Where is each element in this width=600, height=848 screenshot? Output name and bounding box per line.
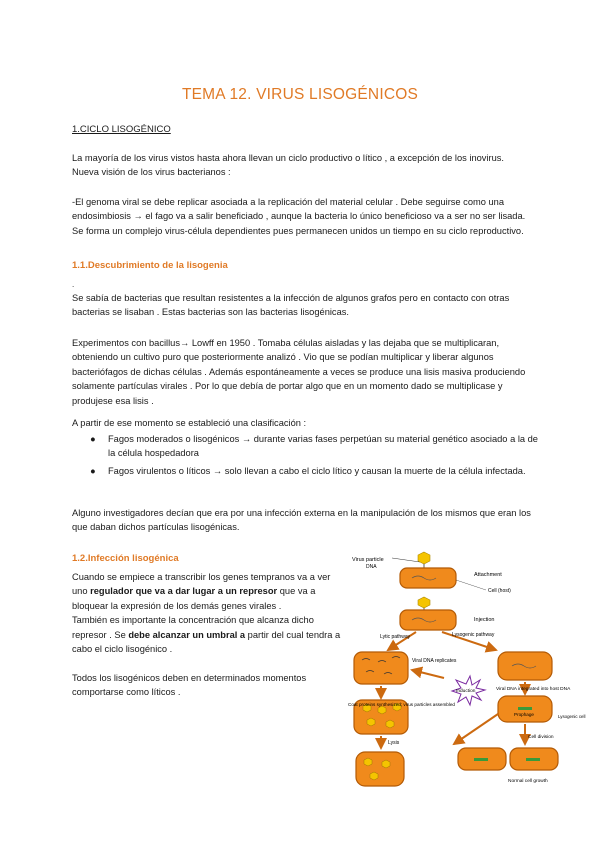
intro-paragraph (72, 151, 542, 180)
text-line: cabo el ciclo lisogénico . (72, 644, 173, 655)
subsection-heading-infeccion: 1.2.Infección lisogénica (72, 553, 179, 564)
virus-particle-icon (418, 597, 430, 608)
label-viral-dna-replicates: Viral DNA replicates (412, 658, 457, 664)
cell-lysis (356, 752, 404, 786)
text-line: que daban dichos partículas lisogénicas. (72, 522, 240, 533)
text-line: Experimentos con bacillus→ Lowff en 1950 . Tomaba células aisladas y las dejaba que se multiplicaran, (72, 338, 500, 348)
list-item-text: Fagos virulentos o líticos → solo llevan a cabo el ciclo lítico y causan la muerte de la célula infectada. (108, 465, 526, 476)
classification-list (72, 432, 542, 478)
text-line: comportarse como líticos . (72, 687, 181, 698)
infection-paragraph (72, 570, 342, 700)
text-line: solamente partículas virales . Por lo que debía de portar algo que en un momento dado se multiplicase y (72, 381, 503, 392)
label-prophage: Prophage (514, 712, 534, 717)
text-line: bacteriófagos de dichas células . Además espontáneamente a veces se produce una lisis masiva produciendo (72, 366, 526, 377)
text-line: Se sabía de bacterias que resultan resistentes a la infección de algunos grafos pero en contacto con otras (72, 293, 510, 303)
cell-injection (400, 610, 456, 630)
text-line: produjese esa lisis . (72, 395, 154, 406)
text-line: bacterias se lisaban . Estas bacterias son las bacterias lisogénicas. (72, 307, 349, 318)
label-cell-host: Cell (host) (488, 588, 511, 594)
label-normal-growth: Normal cell growth (508, 779, 548, 784)
label-lysogenic-cell: Lysogenic cell (558, 714, 586, 719)
cell-viral-dna-replicates (354, 652, 408, 684)
text-line: Nueva visión de los virus bacterianos : (72, 167, 231, 178)
bullet-icon: ● (90, 434, 96, 444)
text-line: represor . Se debe alcanzar un umbral a partir del cual tendra a (72, 629, 341, 640)
label-lysogenic-pathway: Lysogenic pathway (452, 632, 495, 638)
list-item (72, 432, 542, 461)
text-line: bloquear la expresión de los demás genes virales . (72, 600, 282, 611)
subsection-heading-descubrimiento: 1.1.Descubrimiento de la lisogenia (72, 260, 228, 271)
label-viral-dna-integrated: Viral DNA integrated into host DNA (496, 687, 571, 692)
text-line: Alguno investigadores decían que era por una infección externa en la manipulación de los mismos que eran los (72, 508, 531, 518)
text-line: obteniendo un cultivo puro que posteriormente analizó . Vio que se podían multiplicar y liberar algunos (72, 352, 494, 363)
experiments-paragraph (72, 336, 542, 408)
bold-phrase: regulador que va a dar lugar a un represor (90, 586, 278, 597)
lysogenic-cycle-diagram (348, 548, 586, 794)
bullet-icon: ● (90, 465, 96, 476)
classification-intro: A partir de ese momento se estableció una clasificación : (72, 418, 307, 428)
investigators-paragraph (72, 506, 542, 535)
label-coat-proteins: Coat proteins synthesized; virus particles assembled (348, 702, 455, 707)
label-dna: DNA (366, 564, 377, 570)
text-line: Cuando se empiece a transcribir los genes tempranos va a ver (72, 572, 331, 582)
text-line: También es importante la concentración que alcanza dicho (72, 615, 314, 626)
text-line: uno regulador que va a dar lugar a un represor que va a (72, 586, 316, 597)
label-lysis: Lysis (388, 740, 400, 746)
text-line: Se forma un complejo virus-célula dependientes pues permanecen unidos un tiempo en su ciclo reproductivo. (72, 225, 524, 236)
label-virus-particle: Virus particle (352, 557, 384, 563)
list-item-text: Fagos moderados o lisogénicos → durante varias fases perpetúan su material genético asociado a la de (108, 434, 538, 444)
resistance-paragraph (72, 291, 542, 320)
virus-particle-icon (418, 552, 430, 564)
cell-integrated (498, 652, 552, 680)
label-induction: Induction (456, 689, 476, 694)
page-title: TEMA 12. VIRUS LISOGÉNICOS (181, 86, 419, 104)
label-attachment: Attachment (474, 572, 502, 578)
bold-phrase: debe alcanzar un umbral a (128, 629, 246, 640)
label-injection: Injection (474, 617, 495, 623)
text-line: Todos los lisogénicos deben en determinados momentos (72, 672, 307, 683)
list-item (72, 464, 542, 478)
label-lytic-pathway: Lytic pathway (380, 634, 411, 640)
text-line: -El genoma viral se debe replicar asociada a la replicación del material celular . Debe seguirse como una (72, 197, 505, 207)
section-heading-ciclo-lisogenico: 1.CICLO LISOGÉNICO (72, 124, 171, 135)
stray-dot: . (72, 280, 75, 289)
cell-attachment (400, 568, 456, 588)
list-item-text: la célula hospedadora (108, 448, 199, 459)
genome-paragraph (72, 195, 542, 238)
text-line: endosimbiosis → el fago va a salir beneficiado , aunque la bacteria lo único beneficioso va a ser no ser lisada. (72, 211, 526, 222)
text-line: La mayoría de los virus vistos hasta ahora llevan un ciclo productivo o lítico , a excepción de los inovirus. (72, 153, 505, 163)
label-cell-division: Cell division (528, 735, 554, 740)
